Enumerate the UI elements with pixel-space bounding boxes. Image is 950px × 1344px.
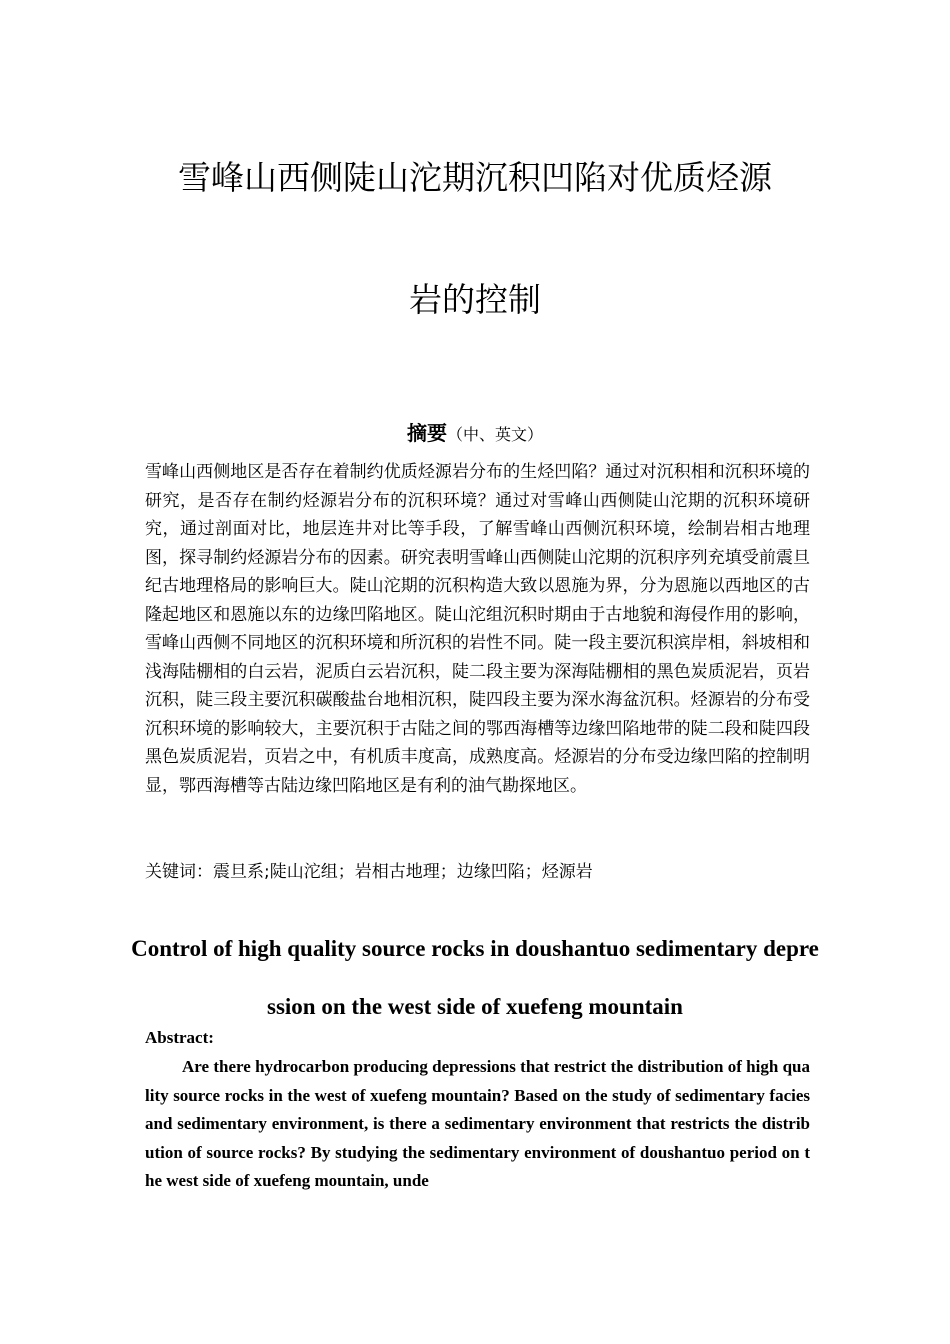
english-abstract-label: Abstract: — [145, 1028, 214, 1047]
english-title: Control of high quality source rocks in doushantuo sedimentary depression on the west side of xuefeng mountain — [131, 936, 819, 1019]
chinese-title-line-1: 雪峰山西侧陡山沱期沉积凹陷对优质烃源 — [178, 158, 772, 197]
chinese-keywords: 关键词：震旦系;陡山沱组；岩相古地理；边缘凹陷；烃源岩 — [145, 862, 593, 882]
abstract-heading-note: （中、英文） — [446, 425, 543, 444]
abstract-heading — [0, 417, 950, 446]
chinese-title-line-2: 岩的控制 — [409, 280, 541, 319]
abstract-heading-label: 摘要 — [406, 421, 447, 445]
english-abstract-body: Are there hydrocarbon producing depressions that restrict the distribution of high quality source rocks in the west of xuefeng mountain? Based on the study of sedimentary facies and sedimentary environment, is there a sedimentary environment that restricts the distribution of source rocks? By studying the sedimentary environment of doushantuo period on the west side of xuefeng mountain, unde — [145, 1057, 810, 1191]
chinese-abstract-body: 雪峰山西侧地区是否存在着制约优质烃源岩分布的生烃凹陷？通过对沉积相和沉积环境的研究，是否存在制约烃源岩分布的沉积环境？通过对雪峰山西侧陡山沱期的沉积环境研究，通过剖面对比，地层连井对比等手段，了解雪峰山西侧沉积环境，绘制岩相古地理图，探寻制约烃源岩分布的因素。研究表明雪峰山西侧陡山沱期的沉积序列充填受前震旦纪古地理格局的影响巨大。陡山沱期的沉积构造大致以恩施为界，分为恩施以西地区的古隆起地区和恩施以东的边缘凹陷地区。陡山沱组沉积时期由于古地貌和海侵作用的影响，雪峰山西侧不同地区的沉积环境和所沉积的岩性不同。陡一段主要沉积滨岸相，斜坡相和浅海陆棚相的白云岩，泥质白云岩沉积，陡二段主要为深海陆棚相的黑色炭质泥岩，页岩沉积，陡三段主要沉积碳酸盐台地相沉积，陡四段主要为深水海盆沉积。烃源岩的分布受沉积环境的影响较大，主要沉积于古陆之间的鄂西海槽等边缘凹陷地带的陡二段和陡四段黑色炭质泥岩，页岩之中，有机质丰度高，成熟度高。烃源岩的分布受边缘凹陷的控制明显，鄂西海槽等古陆边缘凹陷地区是有利的油气勘探地区。 — [145, 462, 810, 796]
